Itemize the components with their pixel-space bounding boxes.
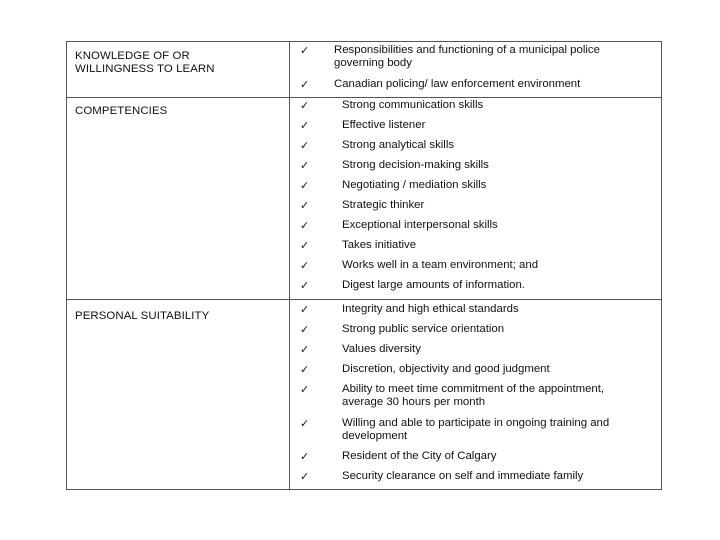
item-text: Takes initiative bbox=[342, 239, 417, 251]
checkmark-icon: ✓ bbox=[300, 323, 310, 336]
list-item bbox=[290, 470, 661, 489]
category-cell bbox=[67, 300, 290, 490]
item-text: Negotiating / mediation skills bbox=[342, 179, 487, 191]
list-item bbox=[290, 119, 661, 139]
requirements-table bbox=[66, 41, 662, 490]
checkmark-icon: ✓ bbox=[300, 343, 310, 356]
item-text: Canadian policing/ law enforcement environment bbox=[334, 78, 581, 90]
item-text: Strong decision-making skills bbox=[342, 159, 489, 171]
list-item bbox=[290, 179, 661, 199]
checkmark-icon: ✓ bbox=[300, 179, 310, 192]
checkmark-icon: ✓ bbox=[300, 219, 310, 232]
category-label: COMPETENCIES bbox=[75, 105, 168, 117]
checkmark-icon: ✓ bbox=[300, 99, 310, 112]
list-item bbox=[290, 44, 661, 70]
list-item bbox=[290, 450, 661, 470]
list-item bbox=[290, 199, 661, 219]
table-row bbox=[67, 300, 662, 490]
category-cell bbox=[67, 42, 290, 98]
list-item bbox=[290, 323, 661, 343]
checkmark-icon: ✓ bbox=[300, 44, 310, 57]
items-cell bbox=[290, 300, 662, 490]
item-text: Exceptional interpersonal skills bbox=[342, 219, 498, 231]
list-item bbox=[290, 259, 661, 279]
checkmark-icon: ✓ bbox=[300, 139, 310, 152]
item-text: Digest large amounts of information. bbox=[342, 279, 525, 291]
list-item bbox=[290, 363, 661, 383]
table-row bbox=[67, 98, 662, 300]
list-item bbox=[290, 383, 661, 417]
item-text: Resident of the City of Calgary bbox=[342, 450, 497, 462]
list-item bbox=[290, 239, 661, 259]
checkmark-icon: ✓ bbox=[300, 303, 310, 316]
item-text: Works well in a team environment; and bbox=[342, 259, 539, 271]
item-text: Effective listener bbox=[342, 119, 426, 131]
item-text: Strategic thinker bbox=[342, 199, 425, 211]
category-label: PERSONAL SUITABILITY bbox=[75, 310, 210, 322]
table-row bbox=[67, 42, 662, 98]
category-label: KNOWLEDGE OF OR WILLINGNESS TO LEARN bbox=[75, 50, 215, 75]
item-text: Integrity and high ethical standards bbox=[342, 303, 519, 315]
item-text: Ability to meet time commitment of the appointment, average 30 hours per month bbox=[342, 383, 605, 408]
list-item bbox=[290, 139, 661, 159]
list-item bbox=[290, 99, 661, 119]
item-text: Values diversity bbox=[342, 343, 421, 355]
checkmark-icon: ✓ bbox=[300, 470, 310, 483]
checkmark-icon: ✓ bbox=[300, 450, 310, 463]
checkmark-icon: ✓ bbox=[300, 78, 310, 91]
items-cell bbox=[290, 98, 662, 300]
list-item bbox=[290, 303, 661, 323]
checkmark-icon: ✓ bbox=[300, 383, 310, 396]
checkmark-icon: ✓ bbox=[300, 279, 310, 292]
checkmark-icon: ✓ bbox=[300, 119, 310, 132]
item-text: Security clearance on self and immediate family bbox=[342, 470, 584, 482]
item-text: Strong communication skills bbox=[342, 99, 484, 111]
item-text: Willing and able to participate in ongoing training and development bbox=[342, 417, 610, 442]
checkmark-icon: ✓ bbox=[300, 259, 310, 272]
checkmark-icon: ✓ bbox=[300, 159, 310, 172]
list-item bbox=[290, 159, 661, 179]
item-text: Strong public service orientation bbox=[342, 323, 505, 335]
list-item bbox=[290, 417, 661, 450]
item-text: Strong analytical skills bbox=[342, 139, 455, 151]
checkmark-icon: ✓ bbox=[300, 199, 310, 212]
item-text: Responsibilities and functioning of a municipal police governing body bbox=[334, 44, 600, 69]
checkmark-icon: ✓ bbox=[300, 239, 310, 252]
category-cell bbox=[67, 98, 290, 300]
list-item bbox=[290, 219, 661, 239]
list-item bbox=[290, 78, 661, 91]
item-text: Discretion, objectivity and good judgment bbox=[342, 363, 550, 375]
checkmark-icon: ✓ bbox=[300, 417, 310, 430]
checkmark-icon: ✓ bbox=[300, 363, 310, 376]
list-item bbox=[290, 279, 661, 299]
items-cell bbox=[290, 42, 662, 98]
list-item bbox=[290, 343, 661, 363]
